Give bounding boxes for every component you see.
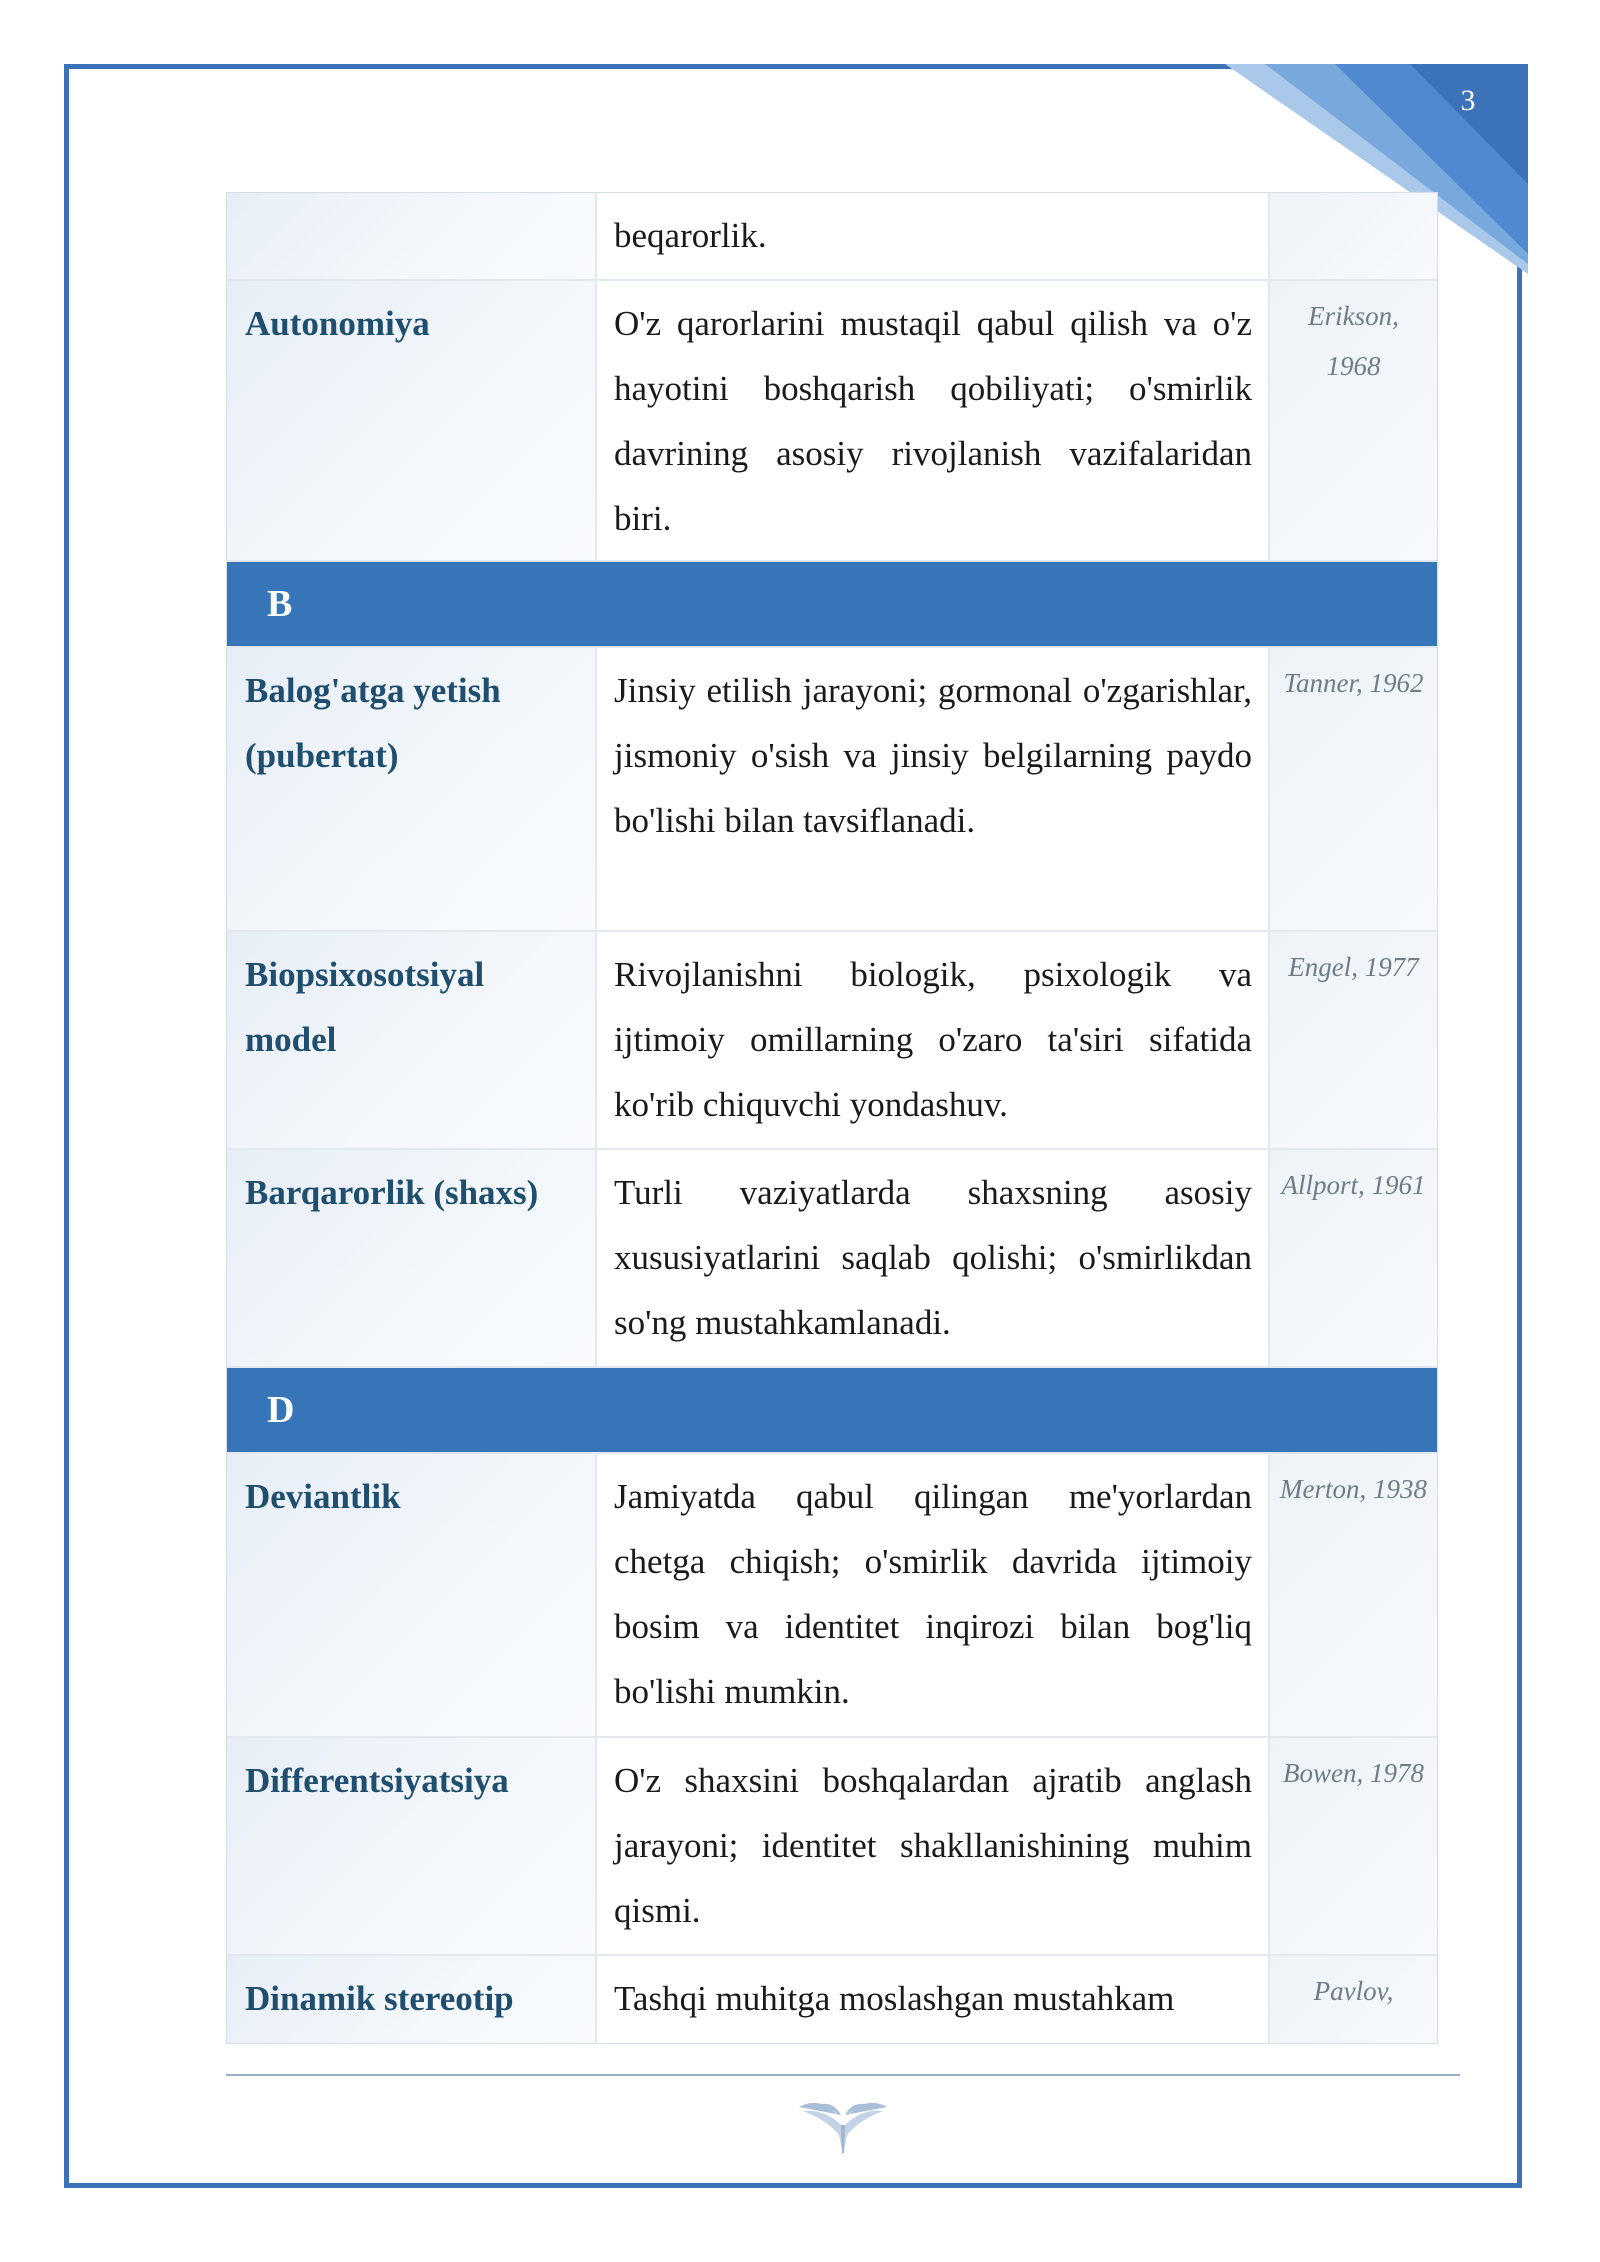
table-row [227, 1150, 1437, 1368]
term-cell: Differentsiyatsiya [227, 1738, 597, 1954]
table-row [227, 648, 1437, 932]
citation-cell: Tanner, 1962 [1270, 648, 1437, 930]
term-cell: Autonomiya [227, 281, 597, 560]
citation-cell [1270, 193, 1437, 279]
definition-cell: O'z qarorlarini mustaqil qabul qilish va o'z hayotini boshqarish qobiliyati; o'smirlik davrining asosiy rivojlanish vazifalaridan biri. [597, 281, 1270, 560]
term-cell: Deviantlik [227, 1454, 597, 1736]
section-header-b: B [227, 562, 1437, 648]
definition-cell: O'z shaxsini boshqalardan ajratib anglash jarayoni; identitet shakllanishining muhim qismi. [597, 1738, 1270, 1954]
definition-cell: Turli vaziyatlarda shaxsning asosiy xususiyatlarini saqlab qolishi; o'smirlikdan so'ng mustahkamlanadi. [597, 1150, 1270, 1366]
definition-cell: Rivojlanishni biologik, psixologik va ijtimoiy omillarning o'zaro ta'siri sifatida ko'rib chiquvchi yondashuv. [597, 932, 1270, 1148]
term-cell: Balog'atga yetish (pubertat) [227, 648, 597, 930]
table-row [227, 193, 1437, 281]
citation-cell: Allport, 1961 [1270, 1150, 1437, 1366]
definition-cell: beqarorlik. [597, 193, 1270, 279]
citation-cell: Pavlov, [1270, 1956, 1437, 2043]
table-row [227, 1956, 1437, 2043]
citation-cell: Merton, 1938 [1270, 1454, 1437, 1736]
table-row [227, 1738, 1437, 1956]
term-cell: Dinamik stereotip [227, 1956, 597, 2043]
table-row [227, 932, 1437, 1150]
table-row [227, 281, 1437, 562]
term-cell: Biopsixosotsiyal model [227, 932, 597, 1148]
glossary-table [226, 192, 1438, 2044]
bird-ornament-icon [795, 2095, 891, 2159]
citation-cell: Erikson, 1968 [1270, 281, 1437, 560]
definition-cell: Jinsiy etilish jarayoni; gormonal o'zgarishlar, jismoniy o'sish va jinsiy belgilarning paydo bo'lishi bilan tavsiflanadi. [597, 648, 1270, 930]
definition-cell: Jamiyatda qabul qilingan me'yorlardan chetga chiqish; o'smirlik davrida ijtimoiy bosim va identitet inqirozi bilan bog'liq bo'lishi mumkin. [597, 1454, 1270, 1736]
table-row [227, 1454, 1437, 1738]
term-cell: Barqarorlik (shaxs) [227, 1150, 597, 1366]
section-header-d: D [227, 1368, 1437, 1454]
term-cell [227, 193, 597, 279]
citation-cell: Bowen, 1978 [1270, 1738, 1437, 1954]
citation-cell: Engel, 1977 [1270, 932, 1437, 1148]
footer-divider [226, 2074, 1460, 2076]
definition-cell: Tashqi muhitga moslashgan mustahkam [597, 1956, 1270, 2043]
page-number: 3 [1460, 84, 1476, 117]
